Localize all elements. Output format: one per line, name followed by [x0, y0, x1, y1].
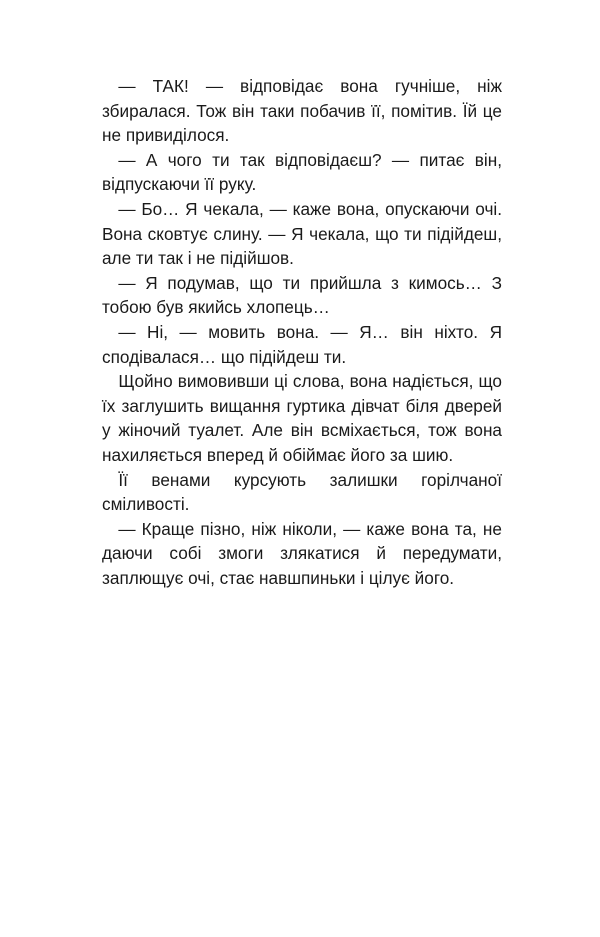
- paragraph: — Краще пізно, ніж ніколи, — каже вона та, не даючи собі змоги злякатися й передумати, заплющує очі, стає навшпиньки і цілує його.: [102, 518, 502, 588]
- paragraph: — Бо… Я чекала, — каже вона, опускаючи очі. Вона сковтує слину. — Я чекала, що ти підійдеш, але ти так і не підійшов.: [102, 198, 502, 269]
- paragraph: Її венами курсують залишки горілчаної сміливості.: [102, 469, 502, 515]
- paragraph: — ТАК! — відповідає вона гучніше, ніж збиралася. Тож він таки побачив її, помітив. Їй це не привиділося.: [102, 76, 502, 146]
- paragraph: Щойно вимовивши ці слова, вона надіється, що їх заглушить вищання гуртика дівчат біля дверей у жіночий туалет. Але він всміхається, тож вона нахиляється вперед й обіймає його за шию.: [102, 371, 502, 465]
- paragraph: — Ні, — мовить вона. — Я… він ніхто. Я сподівалася… що підійдеш ти.: [102, 321, 502, 367]
- paragraph: — А чого ти так відповідаєш? — питає він, відпускаючи її руку.: [102, 149, 502, 195]
- body-text: [102, 74, 502, 590]
- paragraph: — Я подумав, що ти прийшла з кимось… З тобою був якийсь хлопець…: [102, 272, 502, 318]
